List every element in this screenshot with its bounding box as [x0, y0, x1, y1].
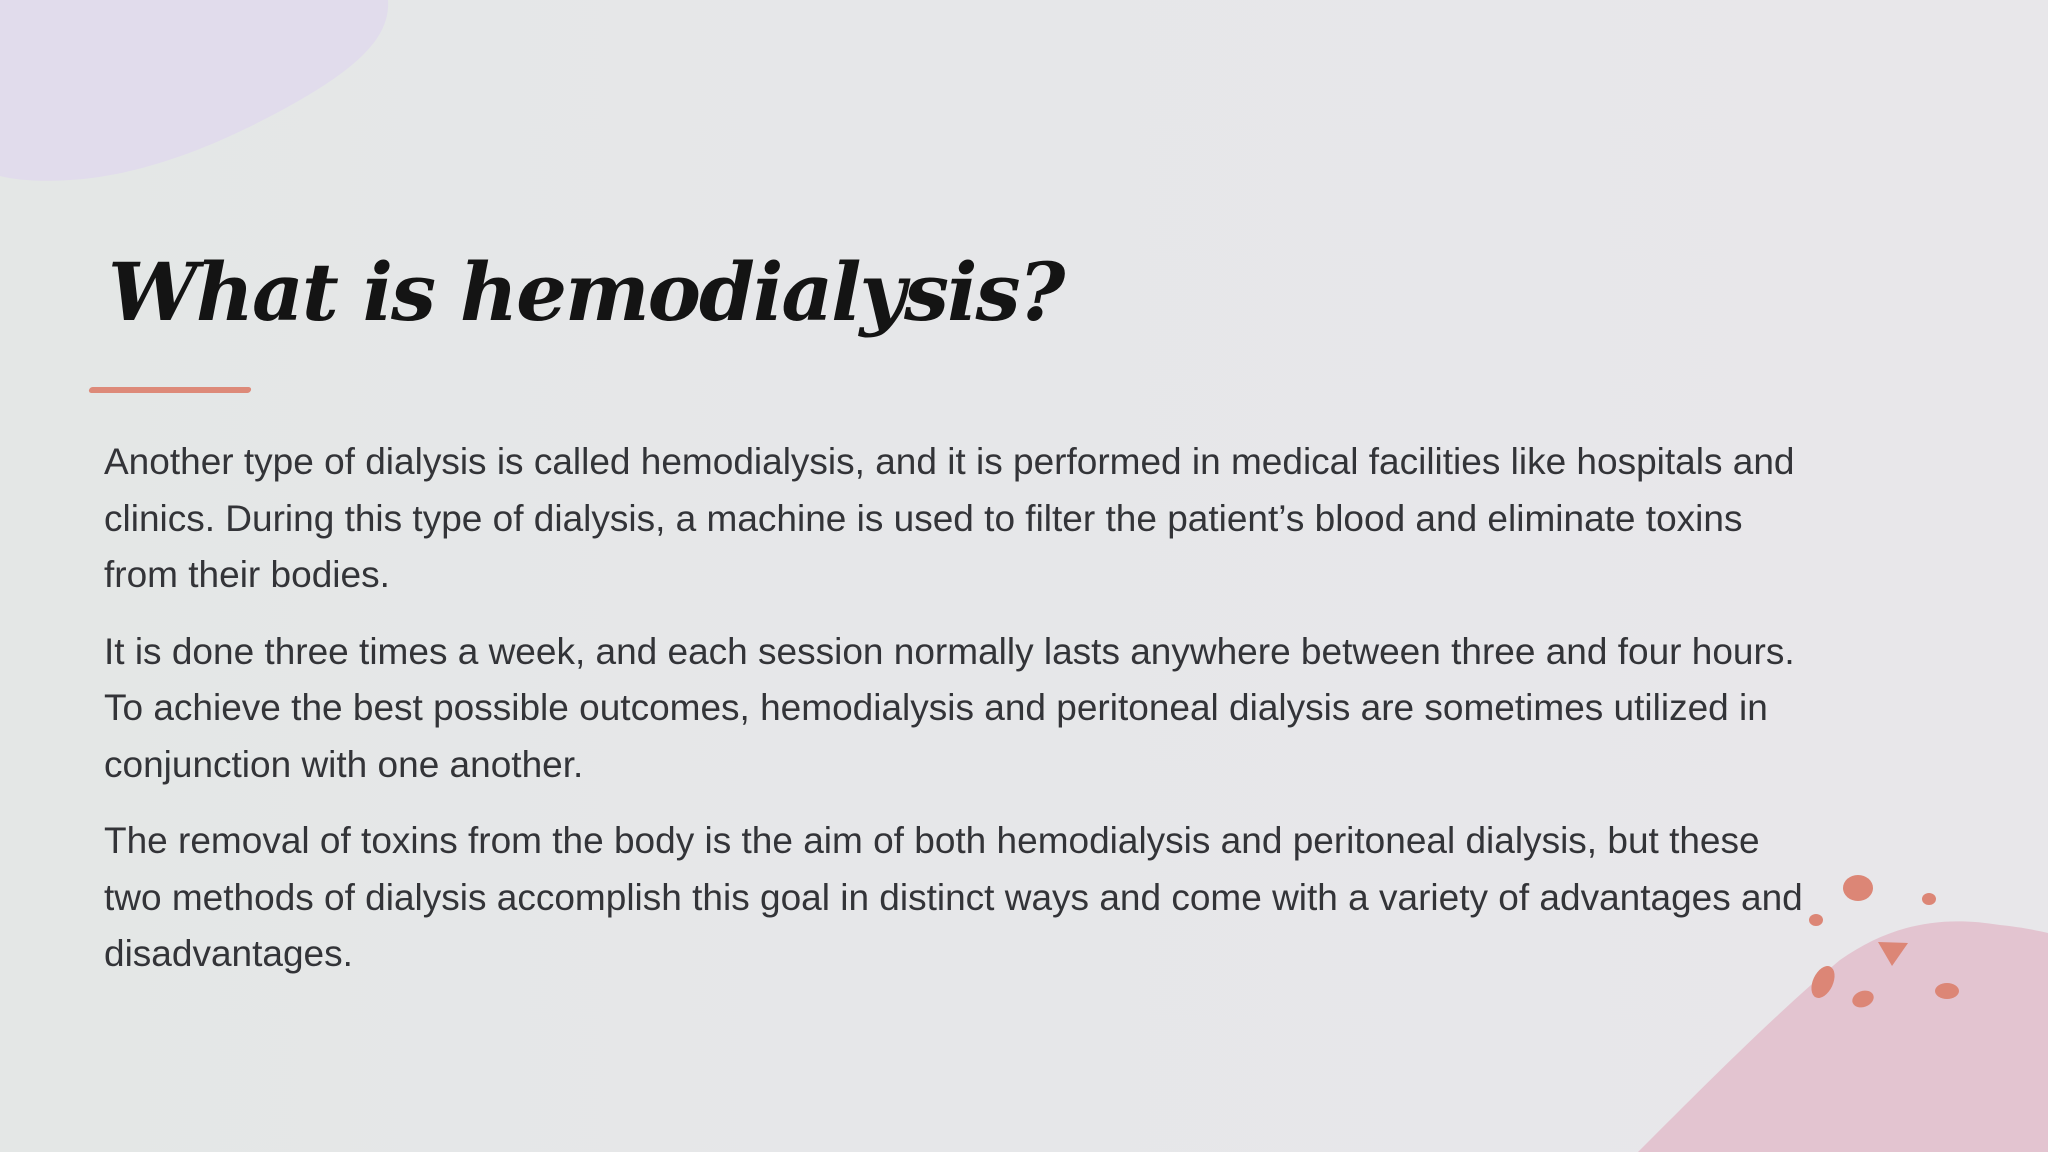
speckle [1843, 875, 1873, 901]
speckle [1935, 983, 1959, 999]
speckle [1922, 893, 1936, 905]
speckle [1809, 914, 1823, 926]
paragraph: Another type of dialysis is called hemodialysis, and it is performed in medical facilities like hospitals and clinics. During this type of dialysis, a machine is used to filter the patient’s blood and eliminate toxins from their bodies. [104, 441, 1795, 595]
paragraph: It is done three times a week, and each session normally lasts anywhere between three and four hours. To achieve the best possible outcomes, hemodialysis and peritoneal dialysis are sometimes utilized in conjunction with one another. [104, 630, 1795, 785]
speckle [1807, 962, 1839, 1001]
speckle [1850, 988, 1876, 1011]
speckles-cluster [1807, 875, 1959, 1010]
page-title: What is hemodialysis? [108, 245, 1064, 339]
body-text [104, 434, 1804, 1003]
speckle [1878, 942, 1908, 966]
lavender-blob-top-left [0, 0, 388, 181]
paragraph: The removal of toxins from the body is the aim of both hemodialysis and peritoneal dialysis, but these two methods of dialysis accomplish this goal in distinct ways and come with a variety of advantages and disadvantages. [104, 820, 1803, 974]
title-underline-accent [88, 387, 251, 393]
